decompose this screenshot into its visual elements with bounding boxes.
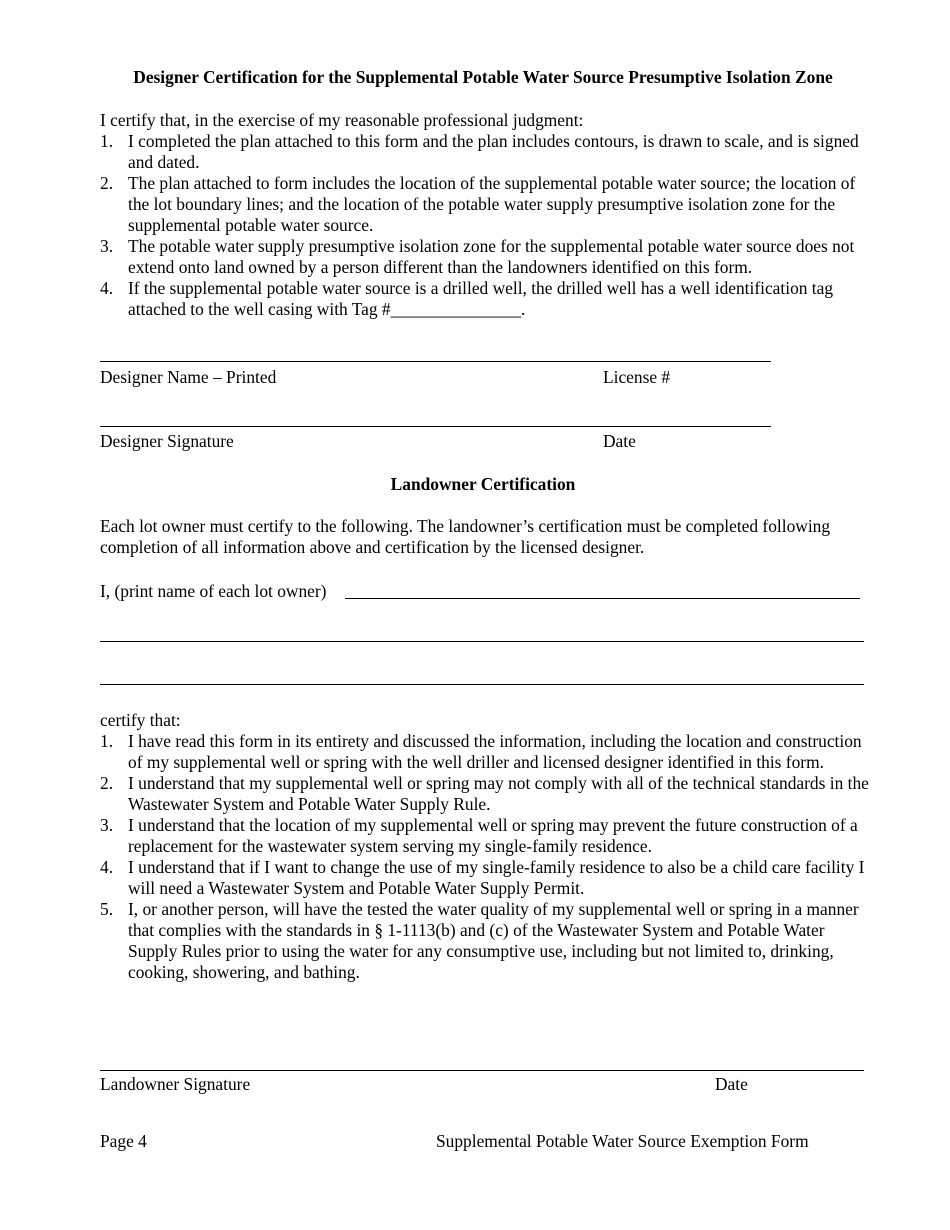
designer-date-label: Date: [603, 431, 636, 451]
landowner-intro: Each lot owner must certify to the following. The landowner’s certification must be completed following completion of all information above and certification by the licensed designer.: [100, 516, 831, 557]
list-item-text: If the supplemental potable water source is a drilled well, the drilled well has a well identification tag attached to the well casing with Tag #_______________.: [128, 278, 834, 319]
list-item: [100, 899, 870, 983]
landowner-signature-line[interactable]: [100, 1070, 864, 1071]
list-item-number: 3.: [100, 236, 114, 256]
list-item-number: 5.: [100, 899, 114, 919]
owner-name-line-1[interactable]: [345, 598, 860, 599]
landowner-certification-list: [100, 731, 870, 983]
list-item-text: I understand that the location of my supplemental well or spring may prevent the future construction of a replacement for the wastewater system serving my single-family residence.: [128, 815, 858, 856]
list-item-number: 4.: [100, 857, 114, 877]
owner-name-line-3[interactable]: [100, 684, 864, 685]
list-item-text: The potable water supply presumptive isolation zone for the supplemental potable water source does not extend onto land owned by a person different than the landowners identified on this form.: [128, 236, 855, 277]
list-item-number: 1.: [100, 131, 114, 151]
print-owner-name-label: I, (print name of each lot owner): [100, 581, 327, 601]
list-item-number: 2.: [100, 773, 114, 793]
list-item-number: 1.: [100, 731, 114, 751]
license-number-label: License #: [603, 367, 671, 387]
list-item: [100, 173, 870, 236]
list-item-text: I completed the plan attached to this form and the plan includes contours, is drawn to scale, and is signed and dated.: [128, 131, 859, 172]
list-item: [100, 131, 870, 173]
list-item: [100, 731, 870, 773]
list-item: [100, 815, 870, 857]
list-item-number: 3.: [100, 815, 114, 835]
list-item-text: I have read this form in its entirety and discussed the information, including the location and construction of my supplemental well or spring with the well driller and licensed designer identified in this form.: [128, 731, 862, 772]
designer-certification-list: [100, 131, 870, 320]
owner-name-line-2[interactable]: [100, 641, 864, 642]
list-item: [100, 857, 870, 899]
designer-name-label: Designer Name – Printed: [100, 367, 277, 387]
list-item-text: The plan attached to form includes the location of the supplemental potable water source; the location of the lot boundary lines; and the location of the potable water supply presumptive isolation zone for the supplemental potable water source.: [128, 173, 856, 235]
list-item-text: I understand that my supplemental well or spring may not comply with all of the technical standards in the Wastewater System and Potable Water Supply Rule.: [128, 773, 869, 814]
list-item: [100, 278, 870, 320]
designer-section-title: Designer Certification for the Supplemental Potable Water Source Presumptive Isolation Zone: [133, 67, 833, 87]
list-item-text: I, or another person, will have the tested the water quality of my supplemental well or spring in a manner that complies with the standards in § 1-1113(b) and (c) of the Wastewater System and Potable Water Supply Rules prior to using the water for any consumptive use, including but not limited to, drinking, cooking, showering, and bathing.: [128, 899, 859, 982]
list-item: [100, 236, 870, 278]
designer-signature-label: Designer Signature: [100, 431, 234, 451]
landowner-signature-label: Landowner Signature: [100, 1074, 251, 1094]
page-number: Page 4: [100, 1131, 147, 1151]
designer-intro: I certify that, in the exercise of my reasonable professional judgment:: [100, 110, 584, 130]
list-item-number: 2.: [100, 173, 114, 193]
list-item-text: I understand that if I want to change the use of my single-family residence to also be a child care facility I will need a Wastewater System and Potable Water Supply Permit.: [128, 857, 865, 898]
designer-signature-line[interactable]: [100, 426, 771, 427]
designer-name-signature-line[interactable]: [100, 361, 771, 362]
list-item: [100, 773, 870, 815]
landowner-date-label: Date: [715, 1074, 748, 1094]
form-name-footer: Supplemental Potable Water Source Exemption Form: [436, 1131, 809, 1151]
certify-that-label: certify that:: [100, 710, 181, 730]
list-item-number: 4.: [100, 278, 114, 298]
landowner-section-title: Landowner Certification: [390, 474, 576, 494]
